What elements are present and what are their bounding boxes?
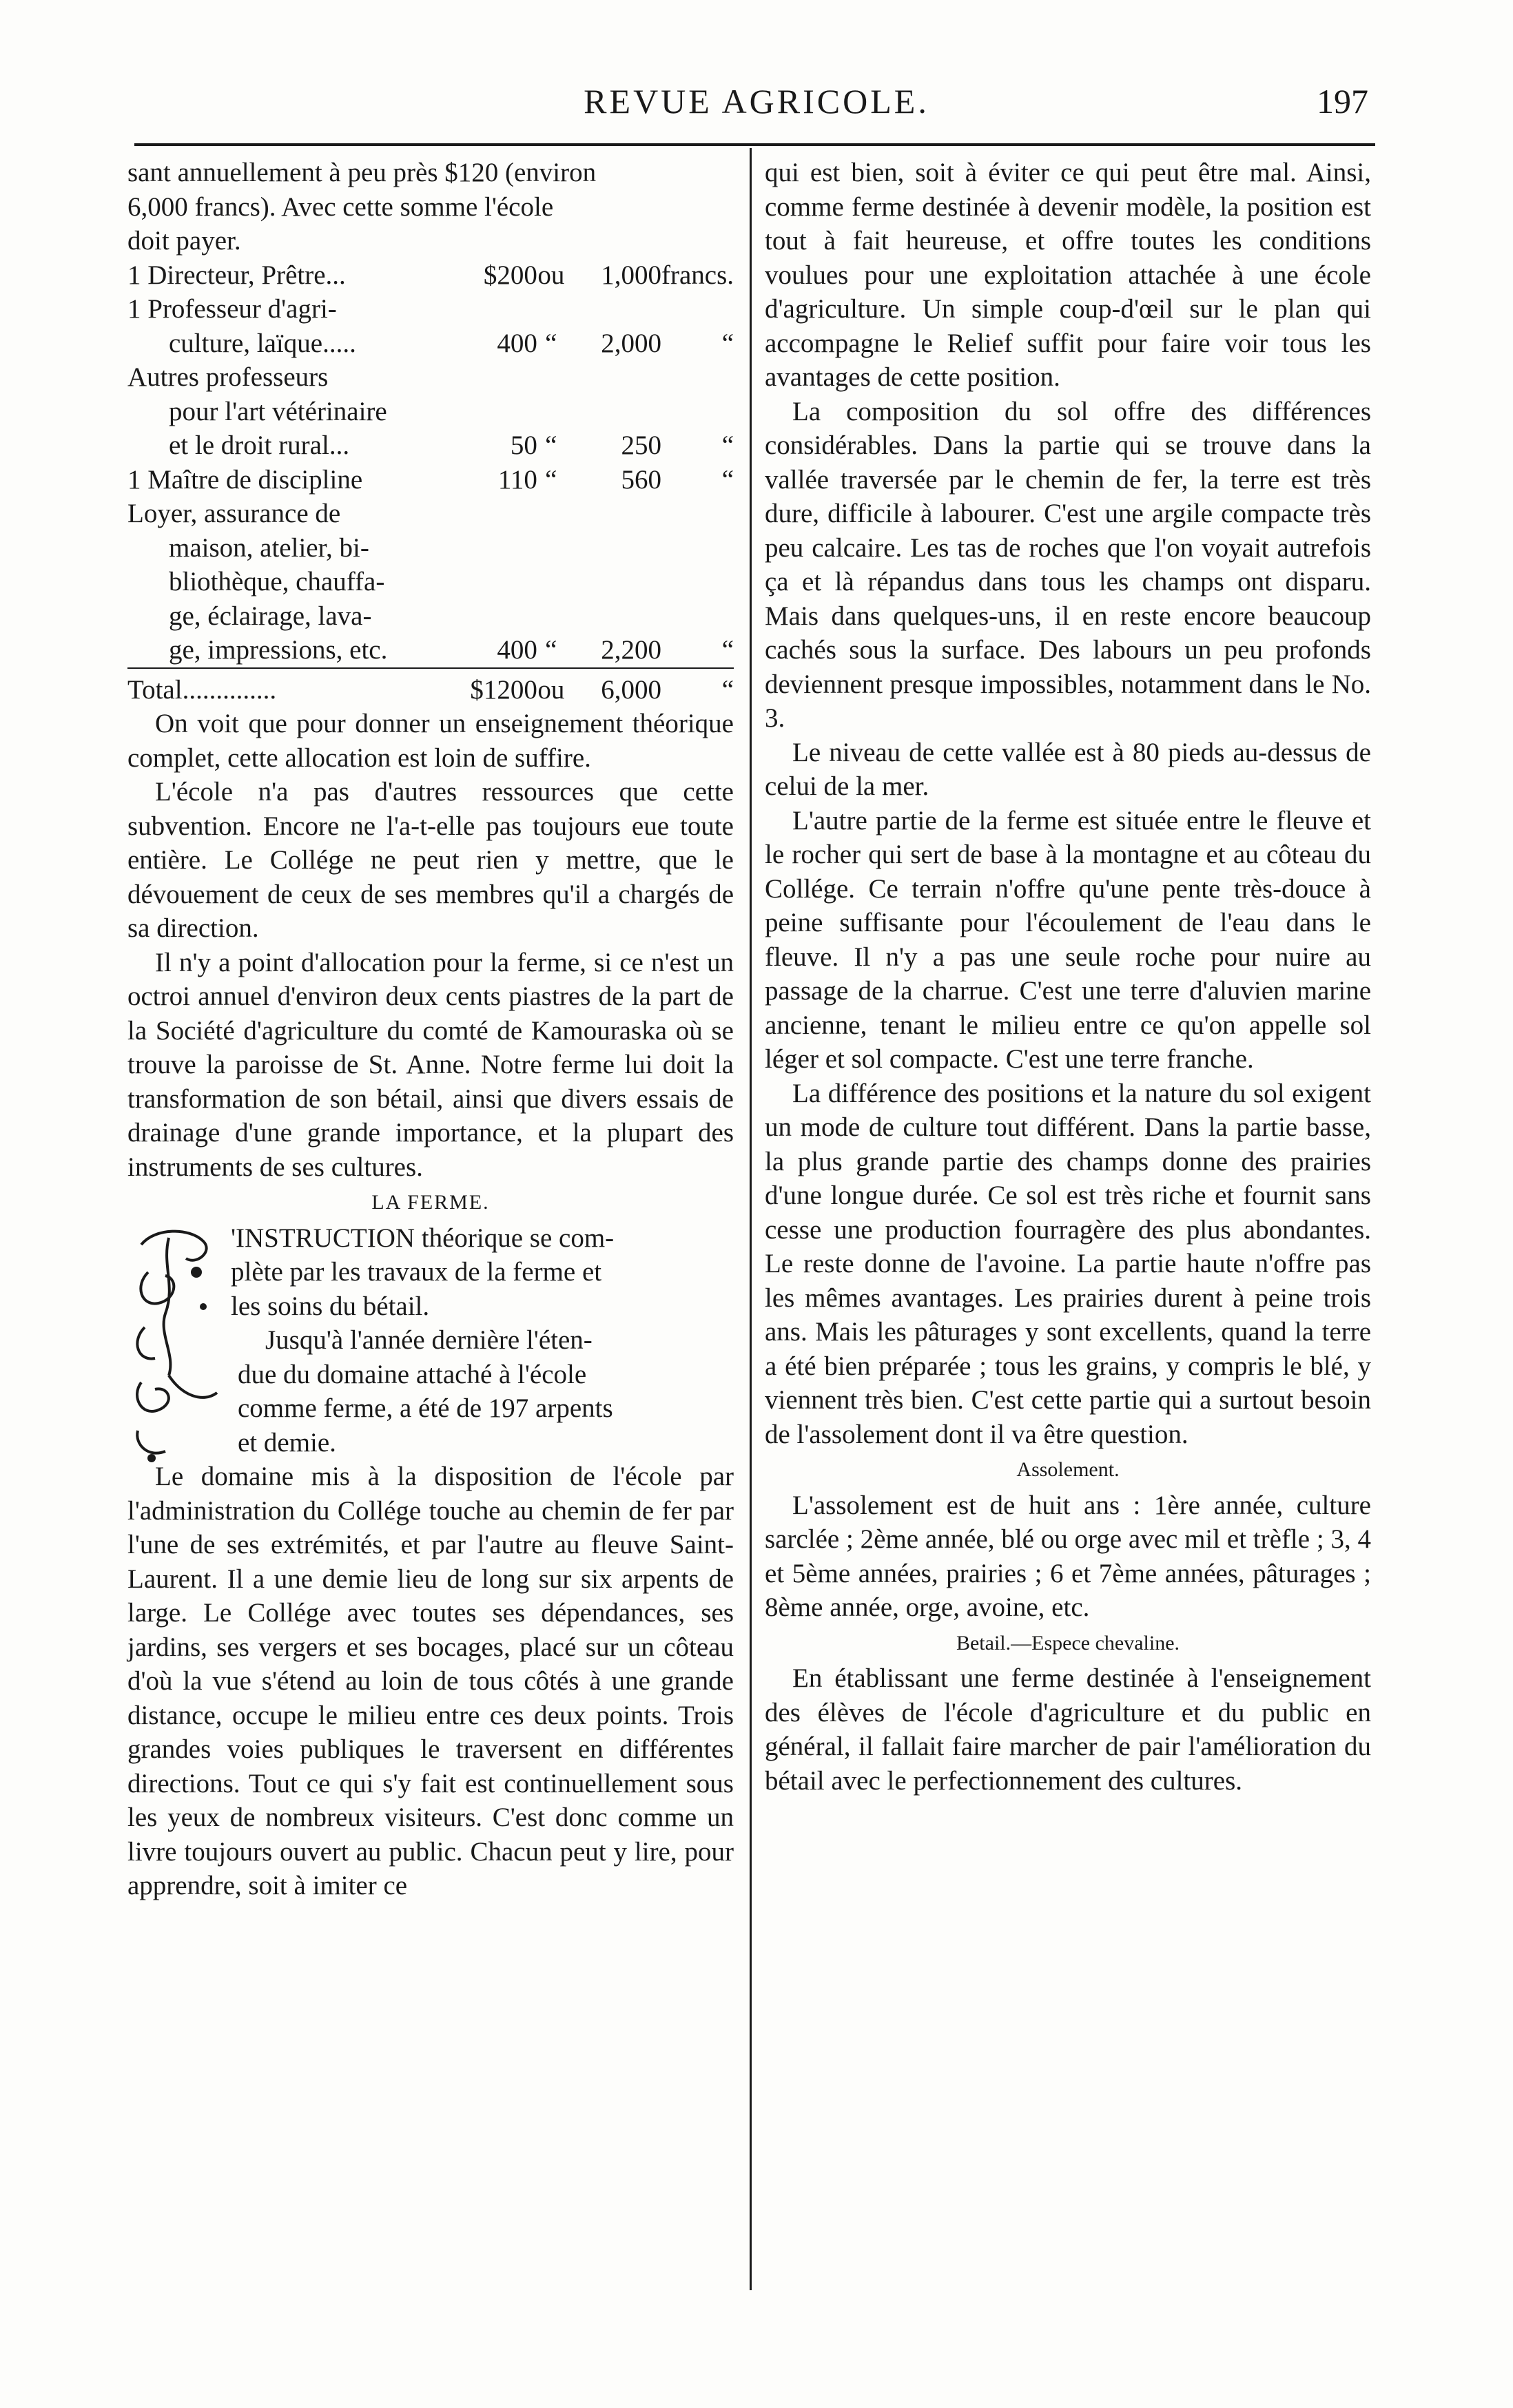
budget-dollars: [463, 531, 537, 565]
budget-francs: 2,000: [601, 328, 661, 358]
body-paragraph: Il n'y a point d'allocation pour la ferme, si ce n'est un octroi annuel d'environ deux cents piastres de la part de la Société d'agriculture du comté de Kamouraska où se trouve la paroisse de St. Anne. Notre ferme lui doit la transformation de son bétail, ainsi que divers essais de drainage d'une grande importance, et la plupart des instruments de ses cultures.: [127, 947, 734, 1182]
budget-unit: [661, 565, 734, 599]
body-paragraph: qui est bien, soit à éviter ce qui peut être mal. Ainsi, comme ferme destinée à devenir modèle, la position est tout à fait heureuse, et offre toutes les conditions voulues pour une exploitation attachée à une école d'agriculture. Un simple coup-d'œil sur le plan qui accompagne le Relief suffit pour faire voir tous les avantages de cette position.: [765, 158, 1371, 392]
budget-or: [537, 565, 565, 599]
budget-row: [127, 428, 734, 463]
budget-or: [537, 395, 565, 429]
budget-francs: [565, 531, 661, 565]
body-paragraph: On voit que pour donner un enseignement théorique complet, cette allocation est loin de suffire.: [127, 709, 734, 773]
budget-francs: [565, 599, 661, 634]
budget-dollars: $200: [483, 260, 537, 290]
budget-total-or: ou: [537, 674, 565, 705]
budget-unit: [661, 599, 734, 634]
budget-item-label: Loyer, assurance de: [127, 499, 341, 528]
budget-unit: “: [721, 464, 734, 495]
budget-item-label: ge, impressions, etc.: [169, 635, 388, 665]
intro-line: sant annuellement à peu près $120 (environ: [127, 158, 597, 187]
ornamental-initial-l-icon: [127, 1224, 224, 1472]
running-header-title: REVUE AGRICOLE.: [584, 82, 929, 121]
budget-row: [127, 599, 734, 634]
budget-item-label: 1 Maître de discipline: [127, 464, 363, 495]
budget-dollars: [463, 565, 537, 599]
budget-or: “: [545, 464, 557, 495]
budget-total-francs: 6,000: [601, 674, 661, 705]
section-heading-ferme: LA FERME.: [371, 1191, 490, 1214]
header-rule: [134, 143, 1375, 146]
budget-item-label: ge, éclairage, lava-: [169, 601, 372, 631]
budget-dollars: [463, 599, 537, 634]
budget-dollars: 400: [497, 328, 537, 358]
budget-dollars: [463, 497, 537, 531]
budget-unit: [661, 395, 734, 429]
dropcap-line: les soins du bétail.: [231, 1291, 430, 1321]
budget-row: [127, 497, 734, 531]
budget-francs: 250: [621, 430, 661, 460]
dropcap-line: et demie.: [238, 1427, 336, 1457]
intro-line: doit payer.: [127, 226, 241, 256]
budget-total-row: [127, 673, 734, 707]
intro-line: 6,000 francs). Avec cette somme l'école: [127, 191, 554, 222]
budget-row: [127, 463, 734, 497]
page-number: 197: [1317, 82, 1368, 121]
budget-dollars: 110: [497, 464, 537, 495]
budget-unit: “: [721, 635, 734, 665]
budget-francs: [565, 395, 661, 429]
budget-dollars: 400: [497, 635, 537, 665]
column-divider: [750, 148, 752, 2290]
budget-item-label: pour l'art vétérinaire: [169, 396, 387, 426]
budget-row: [127, 292, 734, 326]
budget-or: [537, 292, 565, 326]
budget-item-label: et le droit rural...: [169, 430, 350, 460]
budget-item-label: Autres professeurs: [127, 362, 329, 392]
budget-or: [537, 599, 565, 634]
budget-francs: [565, 292, 661, 326]
budget-row: [127, 326, 734, 361]
budget-or: “: [545, 328, 557, 358]
budget-unit: [661, 292, 734, 326]
budget-unit: [661, 531, 734, 565]
budget-row: [127, 360, 734, 395]
budget-row: [127, 565, 734, 599]
budget-francs: [565, 565, 661, 599]
body-paragraph: L'assolement est de huit ans : 1ère année, culture sarclée ; 2ème année, blé ou orge avec mil et trèfle ; 3, 4 et 5ème années, prairies ; 6 et 7ème années, pâturages ; 8ème année, orge, avoine, etc.: [765, 1490, 1371, 1622]
body-paragraph: La composition du sol offre des différences considérables. Dans la partie qui se trouve dans la vallée traversée par le chemin de fer, la terre est très dure, difficile à labourer. C'est une argile compacte très peu calcaire. Les tas de roches que l'on voyait autrefois ça et là répandus dans tous les champs ont disparu. Mais dans quelques-uns, il en reste encore beaucoup cachés sous la surface. Des labours un peu profonds deviennent presque impossibles, notamment dans le No. 3.: [765, 396, 1371, 733]
right-column: [765, 156, 1371, 1798]
budget-or: [537, 497, 565, 531]
budget-item-label: maison, atelier, bi-: [169, 532, 369, 563]
budget-francs: [565, 360, 661, 395]
budget-or: [537, 531, 565, 565]
budget-francs: 2,200: [601, 635, 661, 665]
budget-or: [537, 360, 565, 395]
budget-dollars: [463, 292, 537, 326]
budget-dollars: [463, 360, 537, 395]
dropcap-line: Jusqu'à l'année dernière l'éten-: [265, 1325, 593, 1355]
budget-row: [127, 395, 734, 429]
budget-francs: [565, 497, 661, 531]
budget-unit: “: [721, 328, 734, 358]
budget-sum-rule: [127, 668, 734, 673]
budget-unit: “: [721, 430, 734, 460]
left-column: [127, 156, 734, 1903]
budget-row: [127, 258, 734, 293]
budget-unit: [661, 497, 734, 531]
budget-unit: francs.: [661, 260, 734, 290]
body-paragraph: L'école n'a pas d'autres ressources que cette subvention. Encore ne l'a-t-elle pas toujours eue toute entière. Le Collége ne peut rien y mettre, que le dévouement de ceux de ses membres qu'il a chargés de sa direction.: [127, 777, 734, 943]
budget-francs: 560: [621, 464, 661, 495]
budget-total-label: Total..............: [127, 674, 277, 705]
dropcap-line: plète par les travaux de la ferme et: [231, 1257, 602, 1287]
dropcap-block: [127, 1221, 734, 1460]
budget-row: [127, 633, 734, 668]
section-heading-assolement: Assolement.: [1016, 1458, 1120, 1481]
dropcap-line: 'INSTRUCTION théorique se com-: [231, 1223, 615, 1253]
budget-dollars: [463, 395, 537, 429]
budget-dollars: 50: [510, 430, 537, 460]
budget-item-label: 1 Directeur, Prêtre...: [127, 260, 346, 290]
budget-francs: 1,000: [601, 260, 661, 290]
dropcap-line: due du domaine attaché à l'école: [238, 1359, 587, 1389]
body-paragraph: Le niveau de cette vallée est à 80 pieds au-dessus de celui de la mer.: [765, 737, 1371, 801]
budget-total-unit: “: [721, 674, 734, 705]
budget-or: “: [545, 430, 557, 460]
body-paragraph: L'autre partie de la ferme est située entre le fleuve et le rocher qui sert de base à la montagne et au côteau du Collége. Ce terrain n'offre qu'une pente très-douce à peine suffisante pour l'écoulement de l'eau dans le fleuve. Il n'y a pas une seule roche pour nuire au passage de la charrue. C'est une terre d'aluvien marine ancienne, tenant le milieu entre ce qu'on appelle sol léger et sol compacte. C'est une terre franche.: [765, 805, 1371, 1074]
section-heading-betail: Betail.—Espece chevaline.: [956, 1631, 1180, 1654]
budget-item-label: 1 Professeur d'agri-: [127, 294, 337, 324]
budget-or: “: [545, 635, 557, 665]
budget-or: ou: [537, 260, 565, 290]
dropcap-line: comme ferme, a été de 197 arpents: [238, 1393, 613, 1423]
budget-unit: [661, 360, 734, 395]
budget-row: [127, 531, 734, 565]
budget-table: [127, 258, 734, 707]
body-paragraph: En établissant une ferme destinée à l'enseignement des élèves de l'école d'agriculture et du public en général, il fallait faire marcher de pair l'amélioration du bétail avec le perfectionnement des cultures.: [765, 1663, 1371, 1796]
body-paragraph: Le domaine mis à la disposition de l'école par l'administration du Collége touche au chemin de fer par l'une de ses extrémités, et par l'autre au fleuve Saint-Laurent. Il a une demie lieu de long sur six arpents de large. Le Collége avec toutes ses dépendances, ses jardins, ses vergers et ses bocages, placé sur un côteau d'où la vue s'étend au loin de tous côtés à une grande distance, occupe le milieu entre ces deux points. Trois grandes voies publiques le traversent en différentes directions. Tout ce qui s'y fait est continuellement sous les yeux de nombreux visiteurs. C'est donc comme un livre toujours ouvert au public. Chacun peut y lire, pour apprendre, soit à imiter ce: [127, 1462, 734, 1900]
budget-total-dollars: $1200: [470, 674, 537, 705]
budget-item-label: culture, laïque.....: [169, 328, 356, 358]
budget-item-label: bliothèque, chauffa-: [169, 567, 385, 596]
body-paragraph: La différence des positions et la nature du sol exigent un mode de culture tout différent. Dans la partie basse, la plus grande partie des champs donne des prairies d'une longue durée. Ce sol est très riche et fournit sans cesse une production fourragère des plus abondantes. Le reste donne de l'avoine. La partie haute n'offre pas les mêmes avantages. Les prairies durent à peine trois ans. Mais les pâturages y sont excellents, quand la terre a été bien préparée ; tous les grains, y compris le blé, y viennent très bien. C'est cette partie qui a surtout besoin de l'assolement dont il va être question.: [765, 1078, 1371, 1449]
